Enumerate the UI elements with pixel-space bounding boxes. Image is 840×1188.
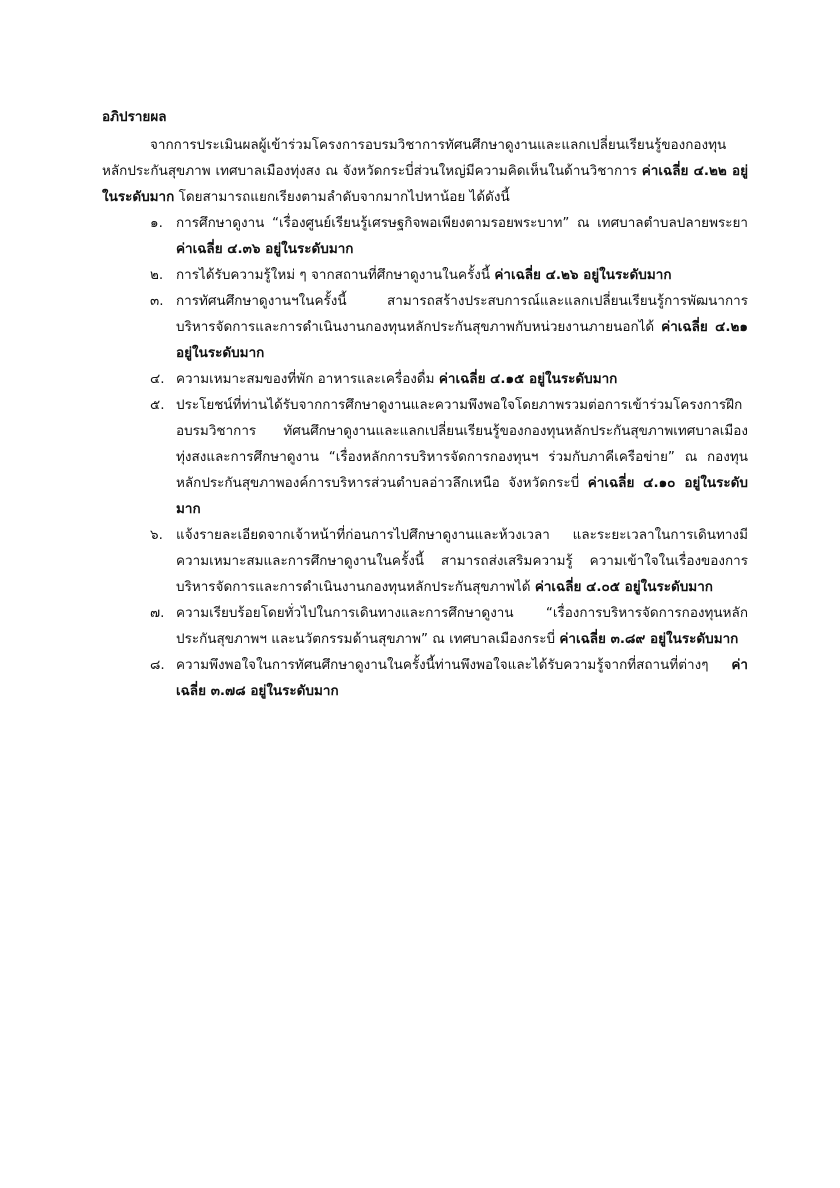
item-number: ๒. [150,267,164,283]
list-item [102,392,748,522]
item-text: ความเหมาะสมของที่พัก อาหารและเครื่องดื่ม [176,371,435,387]
item-number: ๖. [150,527,163,543]
item-number: ๘. [150,657,165,673]
discussion-section [102,104,748,704]
list-item [102,262,748,288]
intro-score: ค่าเฉลี่ย ๔.๒๒ อยู่ในระดับมาก [102,163,748,205]
intro-paragraph [102,132,748,210]
item-number: ๔. [150,371,165,387]
item-score: ค่าเฉลี่ย ๔.๓๖ อยู่ในระดับมาก [176,241,354,257]
intro-text: จากการประเมินผลผู้เข้าร่วมโครงการอบรมวิชาการทัศนศึกษาดูงานและแลกเปลี่ยนเรียนรู้ของกองทุนหลักประกันสุขภาพ เทศบาลเมืองทุ่งสง ณ จังหวัดกระบี่ส่วนใหญ่มีความคิดเห็นในด้านวิชาการ [102,137,727,179]
item-score: ค่าเฉลี่ย ๓.๘๙ อยู่ในระดับมาก [559,631,739,647]
item-text: แจ้งรายละเอียดจากเจ้าหน้าที่ก่อนการไปศึกษาดูงานและห้วงเวลา และระยะเวลาในการเดินทางมีความเหมาะสมและการศึกษาดูงานในครั้งนี้ สามารถส่งเสริมความรู้ ความเข้าใจในเรื่องของการบริหารจัดการและการดำเนินงานกองทุนหลักประกันสุขภาพได้ [176,527,748,595]
item-score: ค่าเฉลี่ย ๔.๒๖ อยู่ในระดับมาก [494,267,672,283]
item-number: ๕. [150,397,165,413]
item-score: ค่าเฉลี่ย ๓.๗๘ อยู่ในระดับมาก [176,657,748,699]
item-text: การศึกษาดูงาน “เรื่องศูนย์เรียนรู้เศรษฐกิจพอเพียงตามรอยพระบาท” ณ เทศบาลตำบลปลายพระยา [176,215,748,231]
item-score: ค่าเฉลี่ย ๔.๒๑ อยู่ในระดับมาก [176,319,748,361]
item-text: ความเรียบร้อยโดยทั่วไปในการเดินทางและการศึกษาดูงาน “เรื่องการบริหารจัดการกองทุนหลักประกันสุขภาพฯ และนวัตกรรมด้านสุขภาพ” ณ เทศบาลเมืองกระบี่ [176,605,748,647]
list-item [102,288,748,366]
item-number: ๓. [150,293,164,309]
intro-tail: โดยสามารถแยกเรียงตามลำดับจากมากไปหาน้อย ได้ดังนี้ [178,189,510,205]
item-score: ค่าเฉลี่ย ๔.๑๐ อยู่ในระดับมาก [176,475,748,517]
item-number: ๑. [150,215,163,231]
list-item [102,600,748,652]
item-number: ๗. [150,605,165,621]
list-item [102,522,748,600]
list-item [102,366,748,392]
list-item [102,652,748,704]
list-item [102,210,748,262]
section-heading: อภิปรายผล [102,109,167,125]
item-text: การทัศนศึกษาดูงานฯในครั้งนี้ สามารถสร้างประสบการณ์และแลกเปลี่ยนเรียนรู้การพัฒนาการบริหารจัดการและการดำเนินงานกองทุนหลักประกันสุขภาพกับหน่วยงานภายนอกได้ [176,293,748,335]
item-score: ค่าเฉลี่ย ๔.๐๕ อยู่ในระดับมาก [534,579,713,595]
item-text: ความพึงพอใจในการทัศนศึกษาดูงานในครั้งนี้ท่านพึงพอใจและได้รับความรู้จากที่สถานที่ต่างๆ [176,657,709,673]
item-text: การได้รับความรู้ใหม่ ๆ จากสถานที่ศึกษาดูงานในครั้งนี้ [176,267,491,283]
item-text: ประโยชน์ที่ท่านได้รับจากการศึกษาดูงานและความพึงพอใจโดยภาพรวมต่อการเข้าร่วมโครงการฝึกอบรมวิชาการ ทัศนศึกษาดูงานและแลกเปลี่ยนเรียนรู้ของกองทุนหลักประกันสุขภาพเทศบาลเมืองทุ่งสงและการศึกษาดูงาน “เรื่องหลักการบริหารจัดการกองทุนฯ ร่วมกับภาคีเครือข่าย” ณ กองทุนหลักประกันสุขภาพองค์การบริหารส่วนตำบลอ่าวลึกเหนือ จังหวัดกระบี่ [176,397,748,491]
result-list [102,210,748,704]
item-score: ค่าเฉลี่ย ๔.๑๕ อยู่ในระดับมาก [438,371,618,387]
